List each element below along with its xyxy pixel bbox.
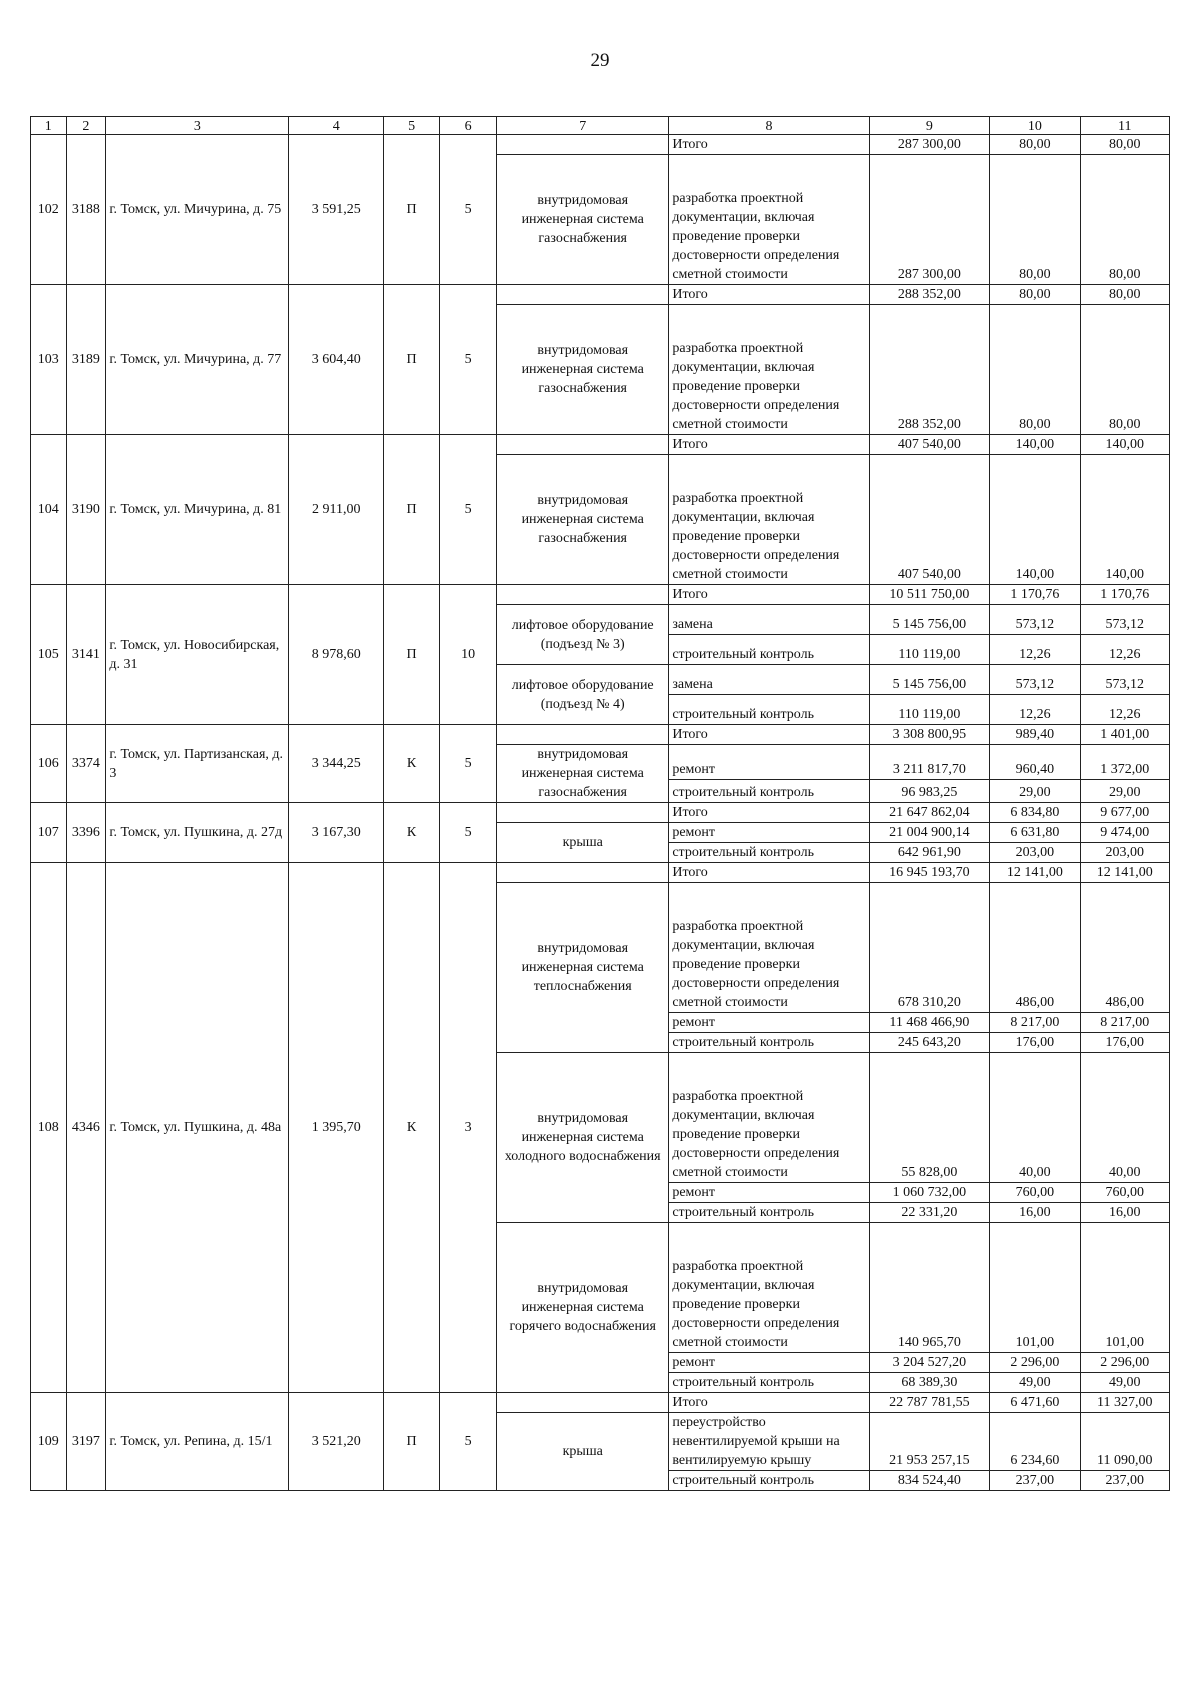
total-limit-per-m2: 140,00 (1080, 435, 1169, 455)
work-cost: 68 389,30 (869, 1373, 990, 1393)
work-type: переустройство невентилируемой крыши на вентилируемую крышу (669, 1413, 869, 1471)
row-number: 109 (31, 1393, 67, 1491)
work-cost-per-m2: 2 296,00 (990, 1353, 1080, 1373)
table-row (31, 725, 1170, 745)
system-empty-cell (497, 285, 669, 305)
system-name: крыша (497, 823, 669, 863)
work-type: замена (669, 605, 869, 635)
work-cost-per-m2: 80,00 (990, 155, 1080, 285)
row-number: 106 (31, 725, 67, 803)
house-address: г. Томск, ул. Мичурина, д. 75 (106, 135, 289, 285)
column-header-2: 2 (66, 117, 106, 135)
work-limit-per-m2: 8 217,00 (1080, 1013, 1169, 1033)
work-cost: 678 310,20 (869, 883, 990, 1013)
column-header-9: 9 (869, 117, 990, 135)
work-type: строительный контроль (669, 779, 869, 802)
work-cost: 140 965,70 (869, 1223, 990, 1353)
house-type: К (384, 725, 440, 803)
total-limit-per-m2: 12 141,00 (1080, 863, 1169, 883)
work-cost: 3 204 527,20 (869, 1353, 990, 1373)
house-floors: 5 (440, 1393, 497, 1491)
total-label: Итого (669, 725, 869, 745)
house-type: К (384, 803, 440, 863)
house-address: г. Томск, ул. Партизанская, д. 3 (106, 725, 289, 803)
house-type: К (384, 863, 440, 1393)
total-label: Итого (669, 803, 869, 823)
house-type: П (384, 585, 440, 725)
column-header-8: 8 (669, 117, 869, 135)
work-limit-per-m2: 760,00 (1080, 1183, 1169, 1203)
work-cost: 245 643,20 (869, 1033, 990, 1053)
house-address: г. Томск, ул. Мичурина, д. 77 (106, 285, 289, 435)
house-type: П (384, 435, 440, 585)
house-floors: 10 (440, 585, 497, 725)
system-name: лифтовое оборудование (подъезд № 3) (497, 605, 669, 665)
work-cost-per-m2: 760,00 (990, 1183, 1080, 1203)
total-cost-per-m2: 989,40 (990, 725, 1080, 745)
work-cost-per-m2: 16,00 (990, 1203, 1080, 1223)
work-type: разработка проектной документации, включая проведение проверки достоверности определения сметной стоимости (669, 1223, 869, 1353)
table-row (31, 285, 1170, 305)
work-type: ремонт (669, 1183, 869, 1203)
total-limit-per-m2: 11 327,00 (1080, 1393, 1169, 1413)
house-address: г. Томск, ул. Мичурина, д. 81 (106, 435, 289, 585)
house-area: 3 167,30 (289, 803, 384, 863)
total-cost-per-m2: 12 141,00 (990, 863, 1080, 883)
work-limit-per-m2: 1 372,00 (1080, 745, 1169, 780)
column-header-1: 1 (31, 117, 67, 135)
work-cost: 288 352,00 (869, 305, 990, 435)
work-limit-per-m2: 486,00 (1080, 883, 1169, 1013)
work-type: замена (669, 665, 869, 695)
work-cost: 21 004 900,14 (869, 823, 990, 843)
house-area: 3 521,20 (289, 1393, 384, 1491)
system-name: лифтовое оборудование (подъезд № 4) (497, 665, 669, 725)
work-cost: 287 300,00 (869, 155, 990, 285)
house-id: 3190 (66, 435, 106, 585)
total-cost: 407 540,00 (869, 435, 990, 455)
work-limit-per-m2: 140,00 (1080, 455, 1169, 585)
work-type: строительный контроль (669, 1373, 869, 1393)
work-limit-per-m2: 101,00 (1080, 1223, 1169, 1353)
work-cost-per-m2: 101,00 (990, 1223, 1080, 1353)
work-cost-per-m2: 486,00 (990, 883, 1080, 1013)
column-header-10: 10 (990, 117, 1080, 135)
work-cost: 5 145 756,00 (869, 665, 990, 695)
work-limit-per-m2: 40,00 (1080, 1053, 1169, 1183)
work-limit-per-m2: 176,00 (1080, 1033, 1169, 1053)
work-cost-per-m2: 8 217,00 (990, 1013, 1080, 1033)
system-empty-cell (497, 803, 669, 823)
repair-program-table (30, 116, 1170, 1491)
house-id: 3189 (66, 285, 106, 435)
work-limit-per-m2: 12,26 (1080, 695, 1169, 725)
table-row (31, 585, 1170, 605)
house-address: г. Томск, ул. Репина, д. 15/1 (106, 1393, 289, 1491)
house-id: 3188 (66, 135, 106, 285)
total-cost-per-m2: 6 471,60 (990, 1393, 1080, 1413)
work-cost-per-m2: 12,26 (990, 635, 1080, 665)
total-cost-per-m2: 140,00 (990, 435, 1080, 455)
work-type: разработка проектной документации, включая проведение проверки достоверности определения сметной стоимости (669, 155, 869, 285)
total-label: Итого (669, 863, 869, 883)
work-type: строительный контроль (669, 635, 869, 665)
system-name: внутридомовая инженерная система газоснабжения (497, 155, 669, 285)
work-limit-per-m2: 2 296,00 (1080, 1353, 1169, 1373)
total-label: Итого (669, 1393, 869, 1413)
total-limit-per-m2: 1 401,00 (1080, 725, 1169, 745)
column-header-5: 5 (384, 117, 440, 135)
work-cost: 642 961,90 (869, 843, 990, 863)
work-limit-per-m2: 49,00 (1080, 1373, 1169, 1393)
work-cost-per-m2: 573,12 (990, 605, 1080, 635)
system-empty-cell (497, 725, 669, 745)
house-id: 3374 (66, 725, 106, 803)
total-label: Итого (669, 135, 869, 155)
row-number: 102 (31, 135, 67, 285)
house-area: 3 344,25 (289, 725, 384, 803)
work-limit-per-m2: 11 090,00 (1080, 1413, 1169, 1471)
house-id: 3141 (66, 585, 106, 725)
house-address: г. Томск, ул. Пушкина, д. 48а (106, 863, 289, 1393)
total-cost: 287 300,00 (869, 135, 990, 155)
work-cost: 96 983,25 (869, 779, 990, 802)
house-area: 3 591,25 (289, 135, 384, 285)
work-type: разработка проектной документации, включая проведение проверки достоверности определения сметной стоимости (669, 455, 869, 585)
system-name: внутридомовая инженерная система газоснабжения (497, 305, 669, 435)
system-empty-cell (497, 435, 669, 455)
total-cost: 22 787 781,55 (869, 1393, 990, 1413)
table-row (31, 435, 1170, 455)
house-floors: 5 (440, 725, 497, 803)
work-cost-per-m2: 80,00 (990, 305, 1080, 435)
house-address: г. Томск, ул. Пушкина, д. 27д (106, 803, 289, 863)
column-header-6: 6 (440, 117, 497, 135)
work-cost-per-m2: 237,00 (990, 1471, 1080, 1491)
system-name: внутридомовая инженерная система газоснабжения (497, 455, 669, 585)
work-limit-per-m2: 80,00 (1080, 155, 1169, 285)
table-row (31, 1393, 1170, 1413)
house-id: 4346 (66, 863, 106, 1393)
work-cost-per-m2: 12,26 (990, 695, 1080, 725)
house-floors: 5 (440, 803, 497, 863)
work-cost: 22 331,20 (869, 1203, 990, 1223)
system-name: внутридомовая инженерная система теплоснабжения (497, 883, 669, 1053)
total-cost: 10 511 750,00 (869, 585, 990, 605)
row-number: 107 (31, 803, 67, 863)
system-name: внутридомовая инженерная система горячего водоснабжения (497, 1223, 669, 1393)
total-limit-per-m2: 80,00 (1080, 285, 1169, 305)
work-limit-per-m2: 237,00 (1080, 1471, 1169, 1491)
total-cost: 3 308 800,95 (869, 725, 990, 745)
work-limit-per-m2: 203,00 (1080, 843, 1169, 863)
total-limit-per-m2: 9 677,00 (1080, 803, 1169, 823)
work-type: строительный контроль (669, 1033, 869, 1053)
work-limit-per-m2: 29,00 (1080, 779, 1169, 802)
work-cost: 110 119,00 (869, 695, 990, 725)
column-header-4: 4 (289, 117, 384, 135)
work-cost: 407 540,00 (869, 455, 990, 585)
work-cost-per-m2: 49,00 (990, 1373, 1080, 1393)
column-header-3: 3 (106, 117, 289, 135)
house-floors: 5 (440, 285, 497, 435)
work-type: разработка проектной документации, включая проведение проверки достоверности определения сметной стоимости (669, 883, 869, 1013)
work-limit-per-m2: 80,00 (1080, 305, 1169, 435)
work-cost-per-m2: 573,12 (990, 665, 1080, 695)
work-type: ремонт (669, 745, 869, 780)
total-label: Итого (669, 585, 869, 605)
row-number: 108 (31, 863, 67, 1393)
work-cost-per-m2: 6 234,60 (990, 1413, 1080, 1471)
house-type: П (384, 285, 440, 435)
column-header-7: 7 (497, 117, 669, 135)
work-limit-per-m2: 9 474,00 (1080, 823, 1169, 843)
total-cost-per-m2: 80,00 (990, 285, 1080, 305)
house-floors: 5 (440, 435, 497, 585)
total-cost: 21 647 862,04 (869, 803, 990, 823)
total-limit-per-m2: 80,00 (1080, 135, 1169, 155)
house-floors: 5 (440, 135, 497, 285)
work-type: ремонт (669, 823, 869, 843)
page-number: 29 (590, 50, 610, 71)
work-type: ремонт (669, 1353, 869, 1373)
work-cost-per-m2: 6 631,80 (990, 823, 1080, 843)
row-number: 104 (31, 435, 67, 585)
work-cost: 1 060 732,00 (869, 1183, 990, 1203)
house-type: П (384, 135, 440, 285)
house-id: 3396 (66, 803, 106, 863)
work-type: разработка проектной документации, включая проведение проверки достоверности определения сметной стоимости (669, 305, 869, 435)
table-row (31, 803, 1170, 823)
work-limit-per-m2: 12,26 (1080, 635, 1169, 665)
work-type: разработка проектной документации, включая проведение проверки достоверности определения сметной стоимости (669, 1053, 869, 1183)
work-cost: 3 211 817,70 (869, 745, 990, 780)
system-empty-cell (497, 585, 669, 605)
total-label: Итого (669, 435, 869, 455)
row-number: 105 (31, 585, 67, 725)
system-empty-cell (497, 1393, 669, 1413)
system-empty-cell (497, 863, 669, 883)
column-header-11: 11 (1080, 117, 1169, 135)
work-type: ремонт (669, 1013, 869, 1033)
work-type: строительный контроль (669, 695, 869, 725)
house-id: 3197 (66, 1393, 106, 1491)
table-row (31, 135, 1170, 155)
work-cost-per-m2: 960,40 (990, 745, 1080, 780)
work-cost-per-m2: 140,00 (990, 455, 1080, 585)
total-limit-per-m2: 1 170,76 (1080, 585, 1169, 605)
system-name: крыша (497, 1413, 669, 1491)
house-floors: 3 (440, 863, 497, 1393)
work-type: строительный контроль (669, 1203, 869, 1223)
system-empty-cell (497, 135, 669, 155)
work-cost: 11 468 466,90 (869, 1013, 990, 1033)
total-cost: 288 352,00 (869, 285, 990, 305)
work-limit-per-m2: 16,00 (1080, 1203, 1169, 1223)
system-name: внутридомовая инженерная система холодного водоснабжения (497, 1053, 669, 1223)
work-limit-per-m2: 573,12 (1080, 605, 1169, 635)
house-area: 3 604,40 (289, 285, 384, 435)
house-area: 8 978,60 (289, 585, 384, 725)
system-name: внутридомовая инженерная система газоснабжения (497, 745, 669, 803)
work-cost-per-m2: 203,00 (990, 843, 1080, 863)
work-cost-per-m2: 176,00 (990, 1033, 1080, 1053)
work-cost: 834 524,40 (869, 1471, 990, 1491)
work-cost-per-m2: 40,00 (990, 1053, 1080, 1183)
total-label: Итого (669, 285, 869, 305)
total-cost: 16 945 193,70 (869, 863, 990, 883)
work-cost: 21 953 257,15 (869, 1413, 990, 1471)
total-cost-per-m2: 80,00 (990, 135, 1080, 155)
work-type: строительный контроль (669, 843, 869, 863)
work-cost: 55 828,00 (869, 1053, 990, 1183)
row-number: 103 (31, 285, 67, 435)
work-cost: 110 119,00 (869, 635, 990, 665)
work-type: строительный контроль (669, 1471, 869, 1491)
column-header-row (31, 117, 1170, 135)
work-limit-per-m2: 573,12 (1080, 665, 1169, 695)
total-cost-per-m2: 6 834,80 (990, 803, 1080, 823)
house-area: 1 395,70 (289, 863, 384, 1393)
table-row (31, 863, 1170, 883)
house-address: г. Томск, ул. Новосибирская, д. 31 (106, 585, 289, 725)
house-type: П (384, 1393, 440, 1491)
house-area: 2 911,00 (289, 435, 384, 585)
work-cost-per-m2: 29,00 (990, 779, 1080, 802)
total-cost-per-m2: 1 170,76 (990, 585, 1080, 605)
work-cost: 5 145 756,00 (869, 605, 990, 635)
